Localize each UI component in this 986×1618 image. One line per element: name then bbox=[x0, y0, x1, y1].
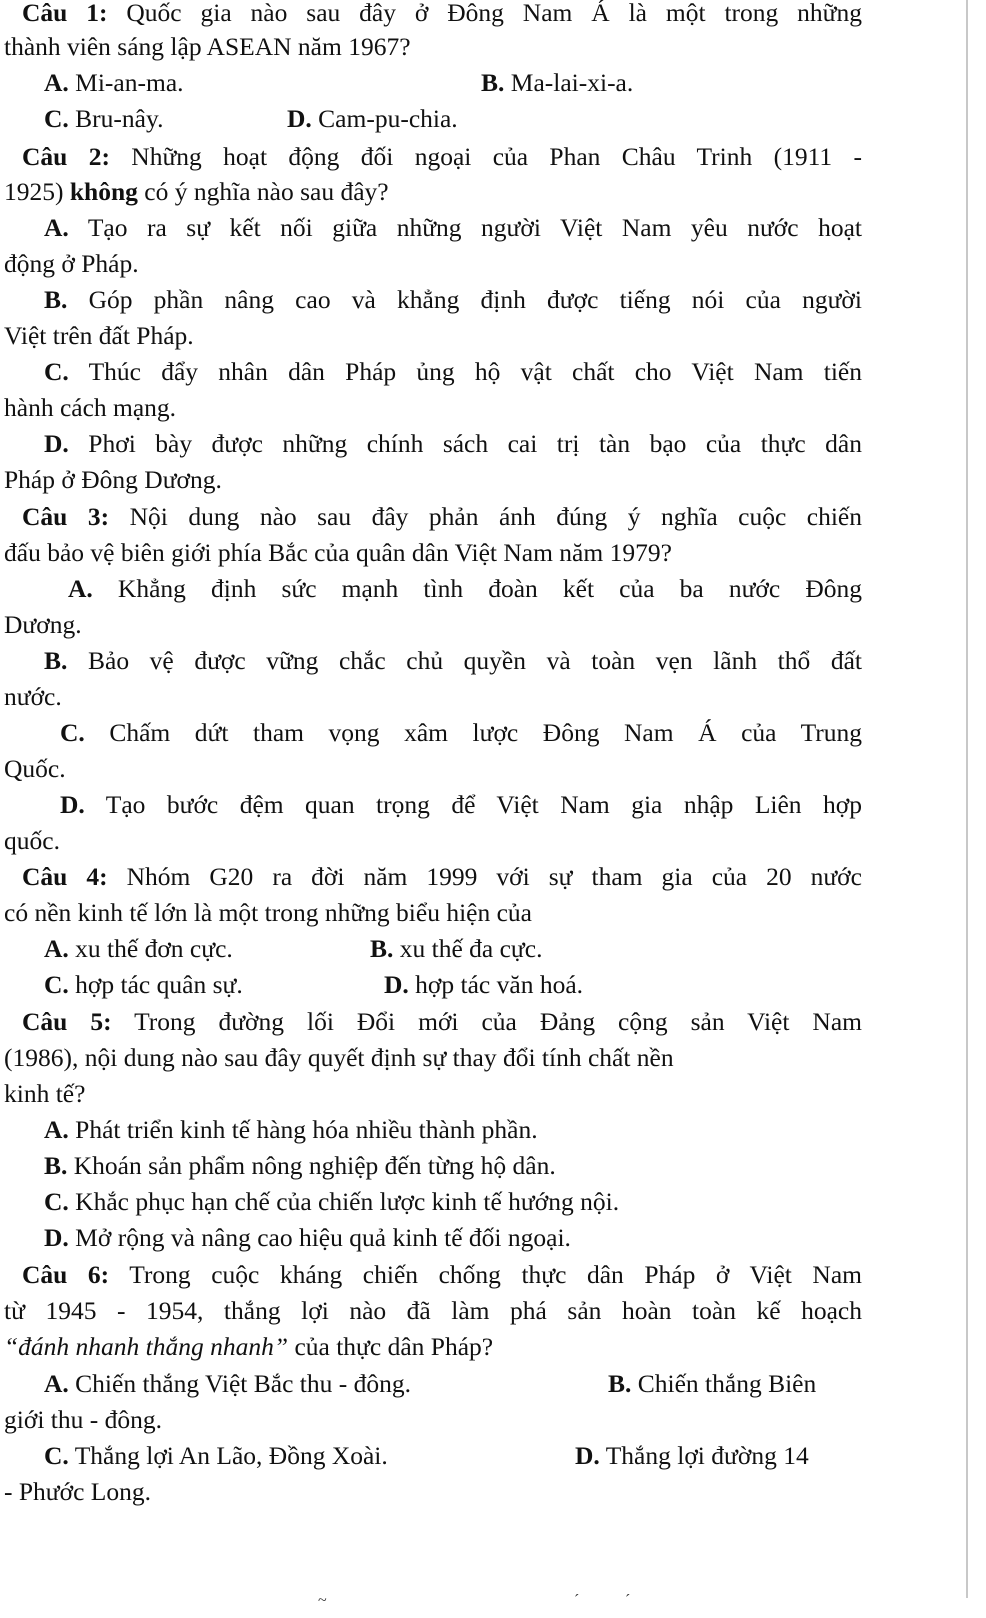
question-2-option-d-cont: Pháp ở Đông Dương. bbox=[4, 465, 222, 494]
question-3-option-b: B. Bảo vệ được vững chắc chủ quyền và toàn vẹn lãnh thổ đất bbox=[44, 646, 862, 675]
question-1-stem-line-1: Câu 1: Quốc gia nào sau đây ở Đông Nam Á là một trong những bbox=[22, 0, 862, 27]
question-6-label: Câu 6: bbox=[22, 1260, 110, 1289]
question-2-option-d: D. Phơi bày được những chính sách cai trị tàn bạo của thực dân bbox=[44, 429, 862, 458]
question-5-stem-line-1: Câu 5: Trong đường lối Đổi mới của Đảng cộng sản Việt Nam bbox=[22, 1007, 862, 1036]
question-5-option-c: C. Khắc phục hạn chế của chiến lược kinh tế hướng nội. bbox=[44, 1187, 620, 1216]
question-3-stem-line-2: đấu bảo vệ biên giới phía Bắc của quân dân Việt Nam năm 1979? bbox=[4, 538, 672, 567]
question-5-option-d: D. Mở rộng và nâng cao hiệu quả kinh tế đối ngoại. bbox=[44, 1223, 571, 1252]
question-4-option-a: A. xu thế đơn cực. bbox=[44, 934, 233, 963]
question-3-option-a: A. Khẳng định sức mạnh tình đoàn kết của ba nước Đông bbox=[68, 574, 862, 603]
question-5-stem-line-3: kinh tế? bbox=[4, 1079, 86, 1108]
question-6-option-a: A. Chiến thắng Việt Bắc thu - đông. bbox=[44, 1369, 411, 1398]
question-1-stem-line-2: thành viên sáng lập ASEAN năm 1967? bbox=[4, 32, 411, 61]
question-6-stem-line-2: từ 1945 - 1954, thắng lợi nào đã làm phá sản hoàn toàn kế hoạch bbox=[4, 1296, 862, 1325]
question-6-option-c: C. Thắng lợi An Lão, Đồng Xoài. bbox=[44, 1441, 388, 1470]
question-3-option-c: C. Chấm dứt tham vọng xâm lược Đông Nam Á của Trung bbox=[60, 718, 862, 747]
question-1-option-c: C. Bru-nây. bbox=[44, 104, 164, 133]
question-3-stem-line-1: Câu 3: Nội dung nào sau đây phản ánh đúng ý nghĩa cuộc chiến bbox=[22, 502, 863, 531]
question-3-option-d-cont: quốc. bbox=[4, 826, 60, 855]
question-5-option-a: A. Phát triển kinh tế hàng hóa nhiều thành phần. bbox=[44, 1115, 538, 1144]
question-5-label: Câu 5: bbox=[22, 1007, 112, 1036]
question-3-option-b-cont: nước. bbox=[4, 682, 62, 711]
question-3-label: Câu 3: bbox=[22, 502, 110, 531]
question-4-option-c: C. hợp tác quân sự. bbox=[44, 970, 243, 999]
question-2-option-c-cont: hành cách mạng. bbox=[4, 393, 177, 422]
question-3-option-d: D. Tạo bước đệm quan trọng để Việt Nam gia nhập Liên hợp bbox=[60, 790, 862, 819]
question-2-label: Câu 2: bbox=[22, 142, 110, 171]
question-1-label: Câu 1: bbox=[22, 0, 108, 27]
question-2-option-a: A. Tạo ra sự kết nối giữa những người Việt Nam yêu nước hoạt bbox=[44, 213, 862, 242]
question-2-option-b-cont: Việt trên đất Pháp. bbox=[4, 321, 194, 350]
question-6-stem-line-3: “đánh nhanh thắng nhanh” của thực dân Pháp? bbox=[4, 1332, 494, 1361]
question-3-option-c-cont: Quốc. bbox=[4, 754, 66, 783]
cropped-diacritic: ´ bbox=[625, 1592, 631, 1609]
question-4-stem-line-1: Câu 4: Nhóm G20 ra đời năm 1999 với sự tham gia của 20 nước bbox=[22, 862, 862, 891]
question-4-stem-line-2: có nền kinh tế lớn là một trong những biểu hiện của bbox=[4, 898, 532, 927]
question-1-option-d: D. Cam-pu-chia. bbox=[287, 104, 458, 133]
question-6-option-b-cont: giới thu - đông. bbox=[4, 1405, 162, 1434]
question-2-option-a-cont: động ở Pháp. bbox=[4, 249, 139, 278]
question-1-option-b: B. Ma-lai-xi-a. bbox=[481, 68, 634, 97]
question-4-option-d: D. hợp tác văn hoá. bbox=[384, 970, 584, 999]
question-2-option-c: C. Thúc đẩy nhân dân Pháp ủng hộ vật chất cho Việt Nam tiến bbox=[44, 357, 862, 386]
question-5-option-b: B. Khoán sản phẩm nông nghiệp đến từng hộ dân. bbox=[44, 1151, 556, 1180]
question-6-option-d-cont: - Phước Long. bbox=[4, 1477, 151, 1506]
cropped-diacritic: ~ bbox=[318, 1592, 327, 1609]
question-6-option-d: D. Thắng lợi đường 14 bbox=[575, 1441, 809, 1470]
question-3-option-a-cont: Dương. bbox=[4, 610, 82, 639]
question-2-option-b: B. Góp phần nâng cao và khẳng định được tiếng nói của người bbox=[44, 285, 862, 314]
question-4-option-b: B. xu thế đa cực. bbox=[370, 934, 543, 963]
question-4-label: Câu 4: bbox=[22, 862, 108, 891]
question-6-stem-line-1: Câu 6: Trong cuộc kháng chiến chống thực dân Pháp ở Việt Nam bbox=[22, 1260, 862, 1289]
question-5-stem-line-2: (1986), nội dung nào sau đây quyết định sự thay đổi tính chất nền bbox=[4, 1043, 674, 1072]
question-2-stem-line-1: Câu 2: Những hoạt động đối ngoại của Phan Châu Trinh (1911 - bbox=[22, 142, 863, 171]
question-2-stem-line-2: 1925) không có ý nghĩa nào sau đây? bbox=[4, 177, 389, 206]
question-6-option-b: B. Chiến thắng Biên bbox=[608, 1369, 817, 1398]
question-1-option-a: A. Mi-an-ma. bbox=[44, 68, 184, 97]
cropped-next-line bbox=[0, 1584, 966, 1609]
cropped-diacritic: ´ bbox=[574, 1592, 580, 1609]
page-edge-divider bbox=[966, 0, 968, 1598]
